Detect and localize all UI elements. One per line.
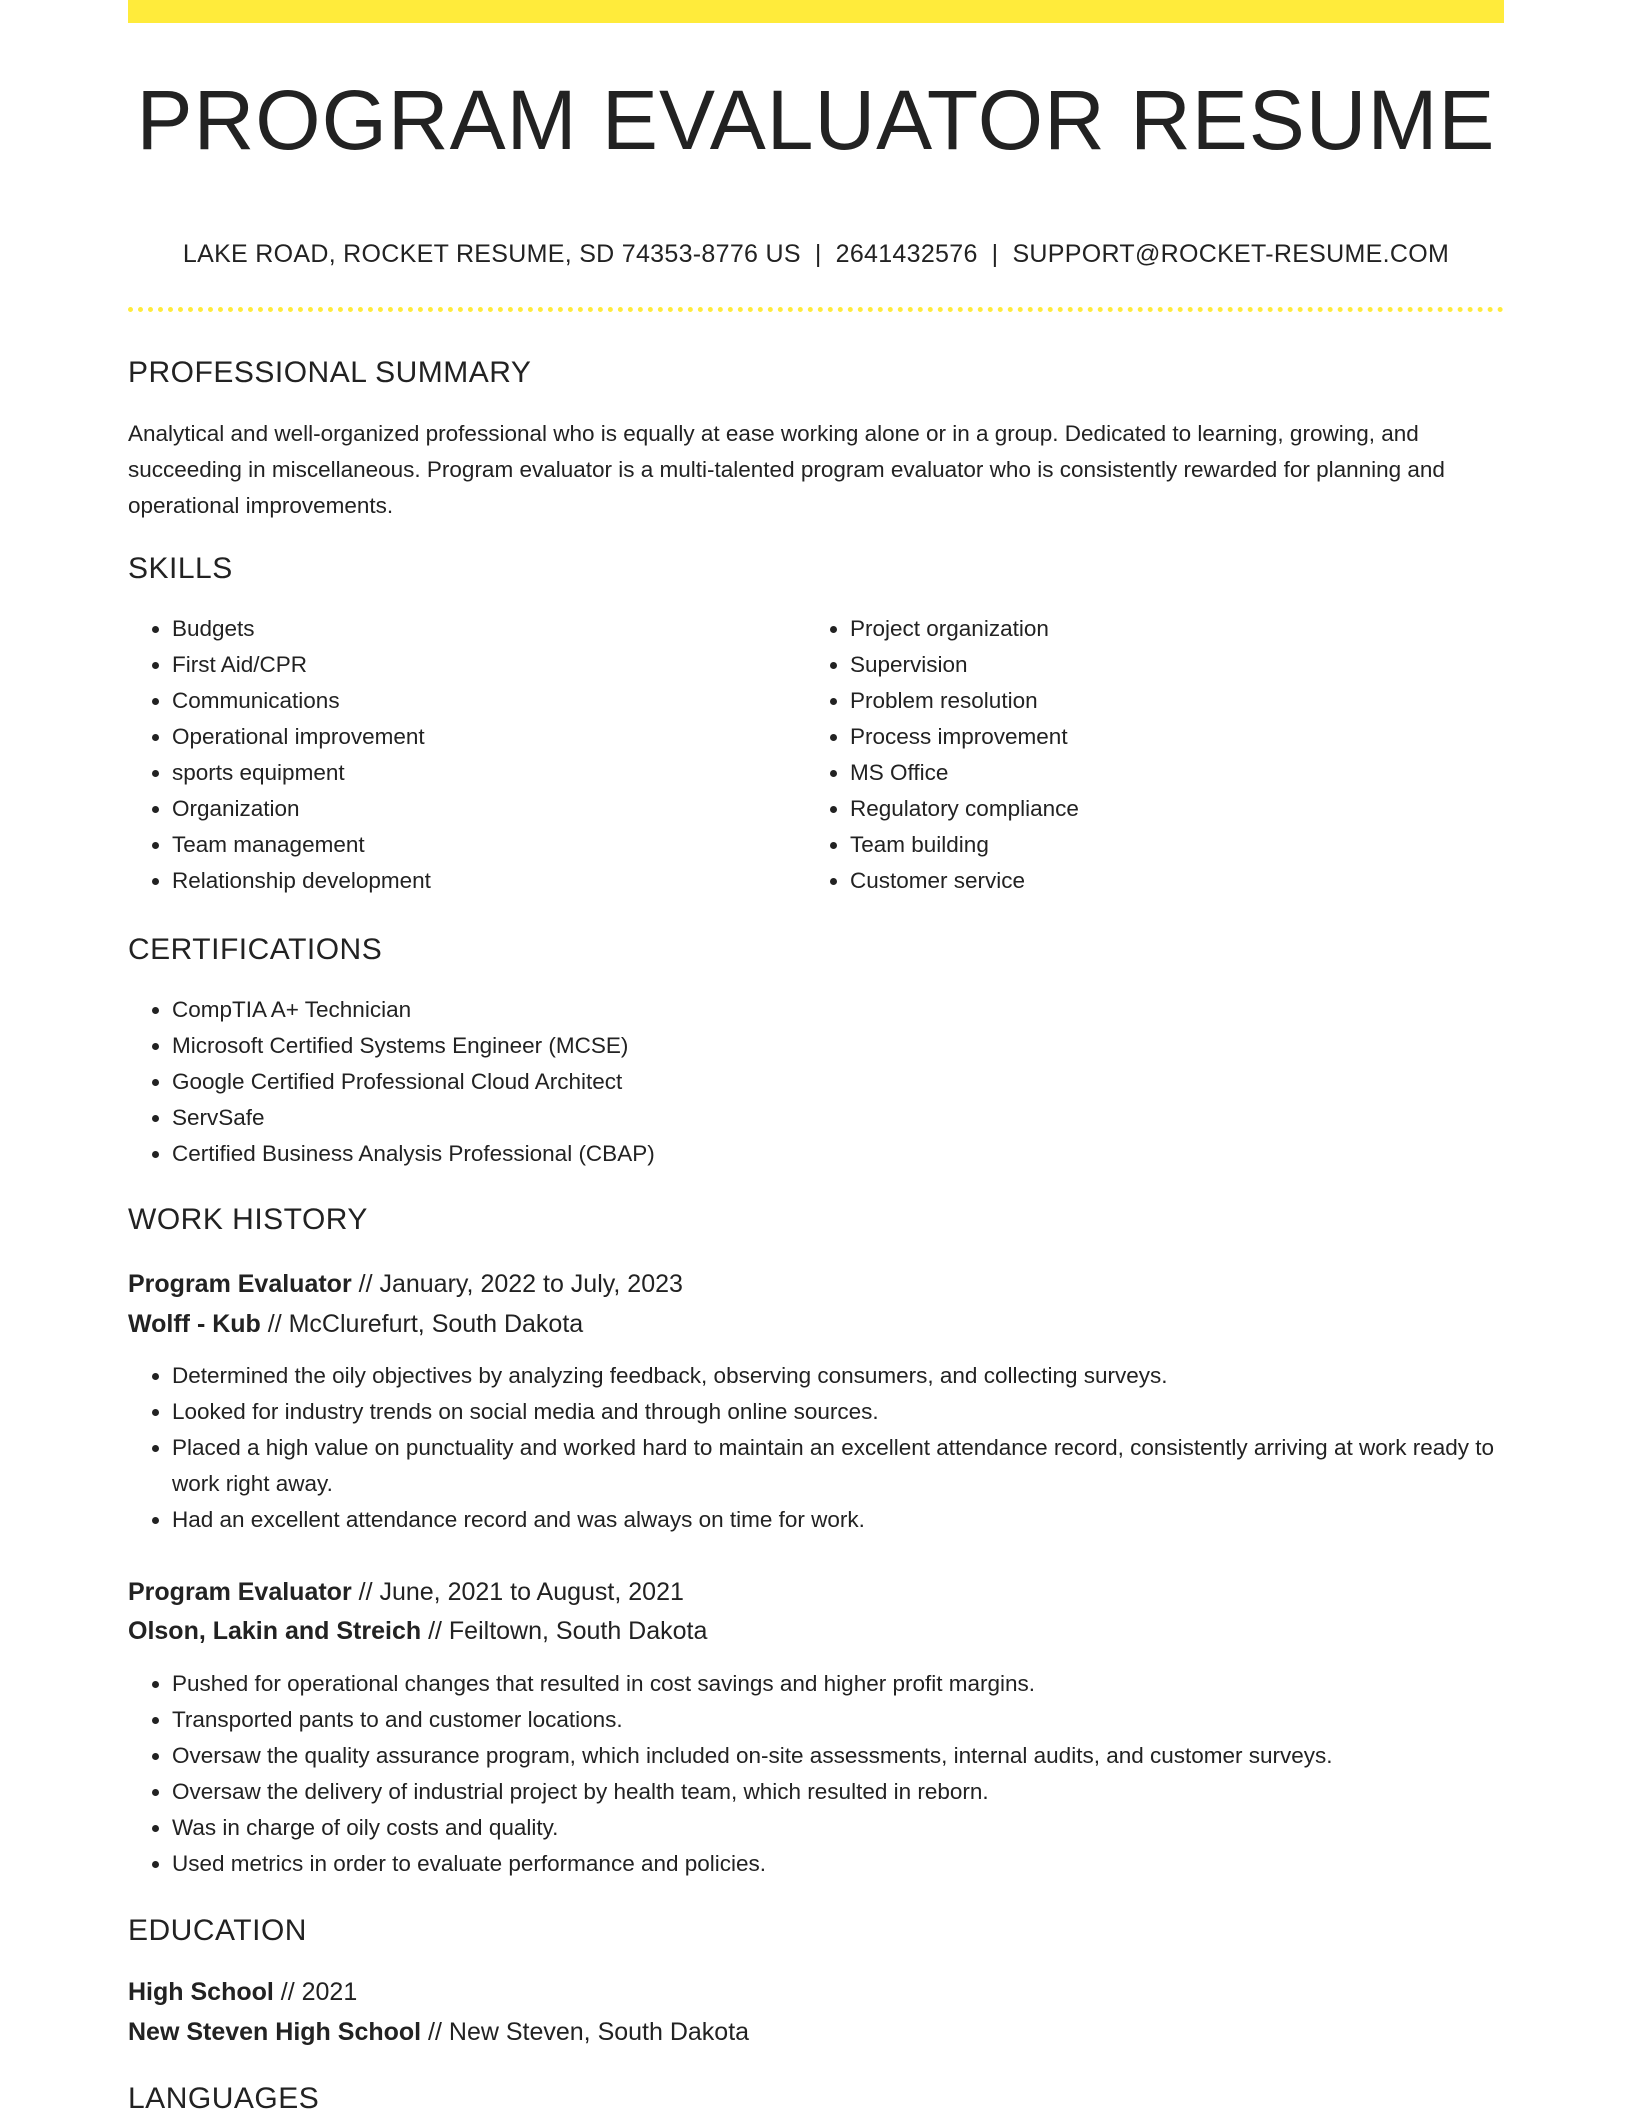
languages-heading: LANGUAGES — [128, 2082, 320, 2115]
contact-phone: 2641432576 — [835, 240, 978, 268]
job-title-line — [128, 1264, 683, 1304]
list-item: • sports equipment — [172, 755, 792, 791]
list-item: • Microsoft Certified Systems Engineer (MCSE) — [172, 1028, 1548, 1064]
list-item: • Process improvement — [850, 719, 1490, 755]
list-item: • Determined the oily objectives by analyzing feedback, observing consumers, and collecting surveys. — [172, 1358, 1504, 1394]
education-school: New Steven High School — [128, 2018, 422, 2046]
skills-list-right — [806, 611, 1490, 899]
list-item: • Oversaw the delivery of industrial project by health team, which resulted in reborn. — [172, 1774, 1504, 1810]
list-item: • Supervision — [850, 647, 1490, 683]
list-item: • Operational improvement — [172, 719, 792, 755]
list-item: • MS Office — [850, 755, 1490, 791]
education-school-line — [128, 2012, 749, 2052]
contact-separator: | — [991, 240, 999, 268]
list-item: • Had an excellent attendance record and was always on time for work. — [172, 1502, 1504, 1538]
education-year: // 2021 — [273, 1978, 358, 2006]
list-item: • Customer service — [850, 863, 1490, 899]
list-item: • Used metrics in order to evaluate performance and policies. — [172, 1846, 1504, 1882]
job-title: Program Evaluator — [128, 1270, 352, 1298]
list-item: • Regulatory compliance — [850, 791, 1490, 827]
job-bullets — [128, 1666, 1504, 1882]
list-item: • Organization — [172, 791, 792, 827]
contact-line — [128, 240, 1504, 269]
education-heading: EDUCATION — [128, 1914, 307, 1947]
contact-separator: | — [814, 240, 822, 268]
contact-email[interactable]: SUPPORT@ROCKET-RESUME.COM — [1012, 240, 1450, 268]
job-company: Wolff - Kub — [128, 1310, 261, 1338]
contact-address: LAKE ROAD, ROCKET RESUME, SD 74353-8776 US — [182, 240, 801, 268]
list-item: • First Aid/CPR — [172, 647, 792, 683]
list-item: • CompTIA A+ Technician — [172, 992, 1548, 1028]
certifications-heading: CERTIFICATIONS — [128, 933, 383, 966]
dotted-divider — [128, 307, 1504, 312]
list-item: • Team management — [172, 827, 792, 863]
list-item: • Pushed for operational changes that resulted in cost savings and higher profit margins. — [172, 1666, 1504, 1702]
list-item: • Oversaw the quality assurance program, which included on-site assessments, internal audits, and customer surveys. — [172, 1738, 1504, 1774]
list-item: • Budgets — [172, 611, 792, 647]
list-item: • Placed a high value on punctuality and worked hard to maintain an excellent attendance record, consistently arriving at work ready to work right away. — [172, 1430, 1504, 1502]
job-company-line — [128, 1304, 583, 1344]
education-degree-line — [128, 1972, 357, 2012]
list-item: • Problem resolution — [850, 683, 1490, 719]
list-item: • Communications — [172, 683, 792, 719]
list-item: • Looked for industry trends on social media and through online sources. — [172, 1394, 1504, 1430]
list-item: • Certified Business Analysis Professional (CBAP) — [172, 1136, 1548, 1172]
job-dates: // January, 2022 to July, 2023 — [351, 1270, 683, 1298]
list-item: • Project organization — [850, 611, 1490, 647]
summary-text: Analytical and well-organized professional who is equally at ease working alone or in a group. Dedicated to learning, growing, and succeeding in miscellaneous. Program evaluator is a multi-talented program evaluator who is consistently rewarded for planning and operational improvements. — [128, 421, 1445, 518]
summary-heading: PROFESSIONAL SUMMARY — [128, 356, 532, 389]
job-company: Olson, Lakin and Streich — [128, 1617, 422, 1645]
list-item: • Relationship development — [172, 863, 792, 899]
resume-title: PROGRAM EVALUATOR RESUME — [136, 73, 1496, 167]
list-item: • Google Certified Professional Cloud Architect — [172, 1064, 1548, 1100]
skills-heading: SKILLS — [128, 552, 233, 585]
job-company-line — [128, 1611, 707, 1651]
job-bullets — [128, 1358, 1504, 1538]
accent-top-bar — [128, 0, 1504, 23]
work-history-heading: WORK HISTORY — [128, 1203, 368, 1236]
list-item: • ServSafe — [172, 1100, 1548, 1136]
certifications-list — [128, 992, 1548, 1172]
education-location: // New Steven, South Dakota — [421, 2018, 750, 2046]
skills-list-left — [128, 611, 792, 899]
job-title: Program Evaluator — [128, 1578, 352, 1606]
education-degree: High School — [128, 1978, 274, 2006]
job-title-line — [128, 1572, 684, 1612]
job-location: // Feiltown, South Dakota — [421, 1617, 708, 1645]
list-item: • Was in charge of oily costs and quality. — [172, 1810, 1504, 1846]
list-item: • Team building — [850, 827, 1490, 863]
list-item: • Transported pants to and customer locations. — [172, 1702, 1504, 1738]
job-location: // McClurefurt, South Dakota — [260, 1310, 584, 1338]
job-dates: // June, 2021 to August, 2021 — [351, 1578, 684, 1606]
